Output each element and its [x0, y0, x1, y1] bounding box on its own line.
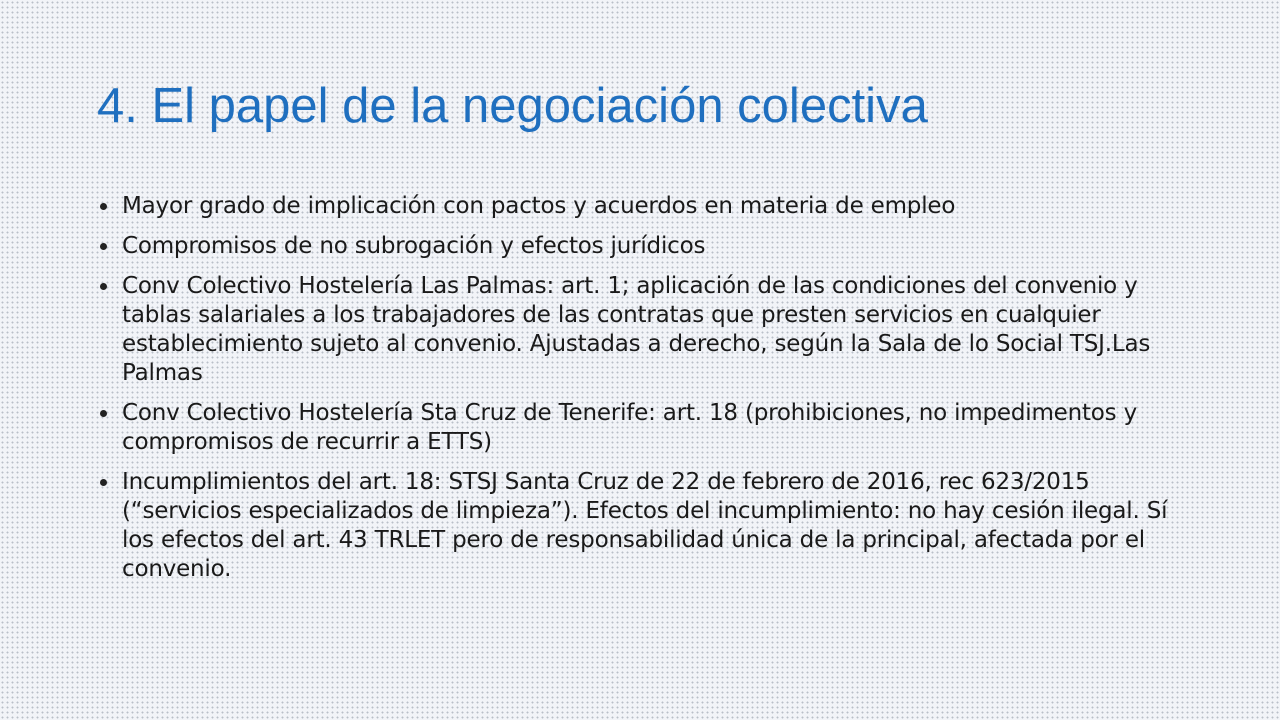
slide-title: 4. El papel de la negociación colectiva — [97, 79, 928, 133]
bullet-text: Compromisos de no subrogación y efectos jurídicos — [122, 233, 706, 259]
bullet-text: Conv Colectivo Hostelería Sta Cruz de Tenerife: art. 18 (prohibiciones, no impedimentos y compromisos de recurrir a ETTS) — [122, 400, 1137, 455]
bullet-item-3 — [100, 272, 1180, 388]
bullet-dot-icon — [100, 243, 107, 250]
bullet-item-5 — [100, 468, 1180, 584]
bullet-text: Incumplimientos del art. 18: STSJ Santa Cruz de 22 de febrero de 2016, rec 623/2015 (“servicios especializados de limpieza”). Efectos del incumplimiento: no hay cesión ilegal. Sí los efectos del art. 43 TRLET pero de responsabilidad única de la principal, afectada por el convenio. — [122, 469, 1168, 582]
bullet-dot-icon — [100, 283, 107, 290]
bullet-list — [100, 192, 1180, 584]
bullet-item-2 — [100, 232, 1180, 261]
bullet-dot-icon — [100, 203, 107, 210]
bullet-item-1 — [100, 192, 1180, 221]
bullet-item-4 — [100, 399, 1180, 457]
bullet-dot-icon — [100, 479, 107, 486]
bullet-text: Conv Colectivo Hostelería Las Palmas: art. 1; aplicación de las condiciones del convenio y tablas salariales a los trabajadores de las contratas que presten servicios en cualquier establecimiento sujeto al convenio. Ajustadas a derecho, según la Sala de lo Social TSJ.Las Palmas — [122, 273, 1151, 386]
bullet-text: Mayor grado de implicación con pactos y acuerdos en materia de empleo — [122, 193, 956, 219]
bullet-dot-icon — [100, 410, 107, 417]
slide-content — [100, 192, 1180, 595]
